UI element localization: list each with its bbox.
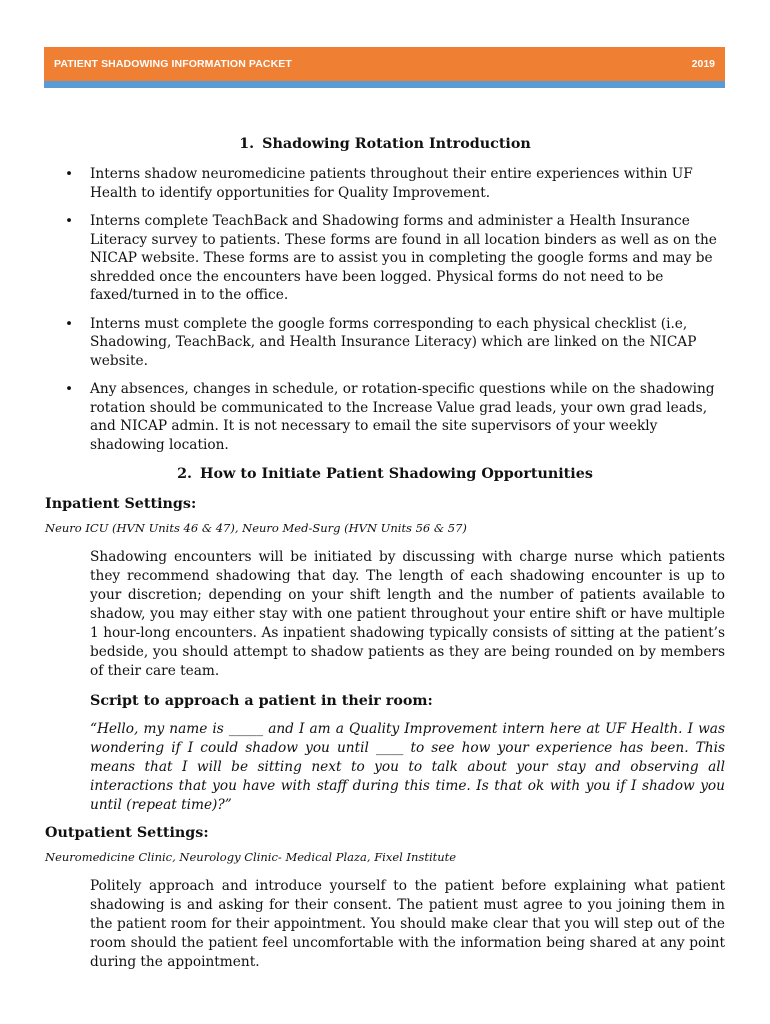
document-body xyxy=(45,134,725,972)
section-1-bullet-list xyxy=(45,165,725,454)
header-divider xyxy=(44,81,725,88)
inpatient-heading: Inpatient Settings: xyxy=(45,496,197,512)
section-2-number: 2. xyxy=(177,466,193,482)
section-1-heading xyxy=(45,134,725,154)
bullet-marker: • xyxy=(65,213,74,229)
inpatient-locations: Neuro ICU (HVN Units 46 & 47), Neuro Med-Surg (HVN Units 56 & 57) xyxy=(45,521,467,535)
bullet-text: Any absences, changes in schedule, or rotation-specific questions while on the shadowing rotation should be communicated to the Increase Value grad leads, your own grad leads, and NICAP admin. It is not necessary to email the site supervisors of your weekly shadowing location. xyxy=(90,381,715,453)
list-item xyxy=(45,315,725,371)
outpatient-heading: Outpatient Settings: xyxy=(45,825,209,841)
inpatient-paragraph: Shadowing encounters will be initiated by discussing with charge nurse which patients they recommend shadowing that day. The length of each shadowing encounter is up to your discretion; depending on your shift length and the number of patients available to shadow, you may either stay with one patient throughout your entire shift or have multiple 1 hour-long encounters. As inpatient shadowing typically consists of sitting at the patient’s bedside, you should attempt to shadow patients as they are being rounded on by members of their care team. xyxy=(90,549,725,679)
header-title: PATIENT SHADOWING INFORMATION PACKET xyxy=(54,58,292,70)
bullet-text: Interns shadow neuromedicine patients throughout their entire experiences within UF Health to identify opportunities for Quality Improvement. xyxy=(90,166,693,201)
bullet-marker: • xyxy=(65,166,74,182)
section-2-heading xyxy=(45,464,725,484)
list-item xyxy=(45,380,725,454)
script-quote: “Hello, my name is _____ and I am a Quality Improvement intern here at UF Health. I was wondering if I could shadow you until ____ to see how your experience has been. This means that I will be sitting next to you to talk about your stay and observing all interactions that you have with staff during this time. Is that ok with you if I shadow you until (repeat time)?” xyxy=(90,721,725,813)
bullet-marker: • xyxy=(65,315,74,332)
list-item xyxy=(45,165,725,202)
script-heading: Script to approach a patient in their room: xyxy=(90,693,433,709)
bullet-text: Interns complete TeachBack and Shadowing forms and administer a Health Insurance Literacy survey to patients. These forms are found in all location binders as well as on the NICAP website. These forms are to assist you in completing the google forms and may be shredded once the encounters have been logged. Physical forms do not need to be faxed/turned in to the office. xyxy=(90,213,717,303)
outpatient-locations: Neuromedicine Clinic, Neurology Clinic- Medical Plaza, Fixel Institute xyxy=(45,850,457,864)
header-year: 2019 xyxy=(691,58,715,70)
list-item xyxy=(45,212,725,305)
bullet-marker: • xyxy=(65,381,74,397)
bullet-text: Interns must complete the google forms corresponding to each physical checklist (i.e, Shadowing, TeachBack, and Health Insurance Literacy) which are linked on the NICAP website. xyxy=(90,315,697,369)
section-2-title: How to Initiate Patient Shadowing Opportunities xyxy=(200,466,593,482)
outpatient-paragraph: Politely approach and introduce yourself to the patient before explaining what patient shadowing is and asking for their consent. The patient must agree to you joining them in the patient room for their appointment. You should make clear that you will step out of the room should the patient feel uncomfortable with the information being shared at any point during the appointment. xyxy=(90,878,725,970)
section-1-title: Shadowing Rotation Introduction xyxy=(262,136,531,152)
header-bar xyxy=(44,47,725,81)
section-1-number: 1. xyxy=(239,136,255,152)
